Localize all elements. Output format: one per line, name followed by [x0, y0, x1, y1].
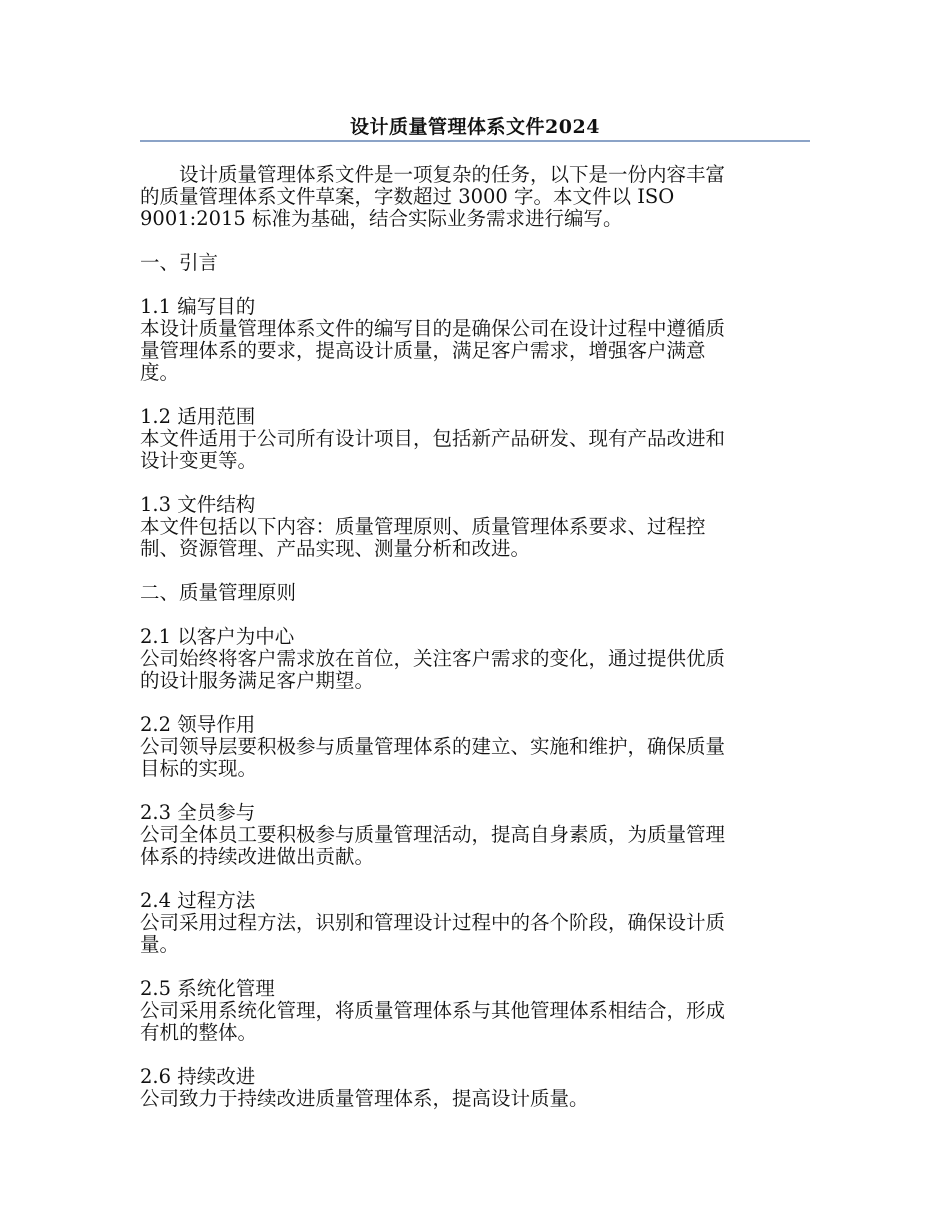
- document-page: [140, 0, 810, 1110]
- subsection-heading: 2.6 持续改进: [140, 1065, 256, 1088]
- subsection-heading: 1.3 文件结构: [140, 493, 256, 516]
- body-line: 公司采用过程方法，识别和管理设计过程中的各个阶段，确保设计质: [140, 911, 726, 934]
- body-line: 体系的持续改进做出贡献。: [140, 845, 375, 868]
- subsection: [140, 406, 810, 472]
- body-line: 设计变更等。: [140, 449, 258, 472]
- subsection: [140, 978, 810, 1044]
- subsection-heading: 2.3 全员参与: [140, 801, 256, 824]
- subsection: [140, 1066, 810, 1110]
- body-line: 公司致力于持续改进质量管理体系，提高设计质量。: [140, 1087, 589, 1110]
- body-line: 的设计服务满足客户期望。: [140, 669, 375, 692]
- subsection: [140, 890, 810, 956]
- intro-line: 设计质量管理体系文件是一项复杂的任务，以下是一份内容丰富: [179, 163, 726, 186]
- subsection: [140, 626, 810, 692]
- subsection-heading: 2.2 领导作用: [140, 713, 256, 736]
- section-heading: 二、质量管理原则: [140, 581, 297, 604]
- subsection-heading: 2.1 以客户为中心: [140, 625, 295, 648]
- body-line: 量。: [140, 933, 180, 956]
- subsection: [140, 802, 810, 868]
- document-title: 设计质量管理体系文件2024: [350, 116, 600, 138]
- subsection-heading: 1.2 适用范围: [140, 405, 256, 428]
- body-line: 公司领导层要积极参与质量管理体系的建立、实施和维护，确保质量: [140, 735, 726, 758]
- intro-paragraph: [140, 164, 810, 230]
- subsection: [140, 296, 810, 384]
- body-line: 公司始终将客户需求放在首位，关注客户需求的变化，通过提供优质: [140, 647, 726, 670]
- intro-line: 的质量管理体系文件草案，字数超过 3000 字。本文件以 ISO: [140, 185, 675, 208]
- body-line: 公司全体员工要积极参与质量管理活动，提高自身素质，为质量管理: [140, 823, 726, 846]
- body-line: 本文件适用于公司所有设计项目，包括新产品研发、现有产品改进和: [140, 427, 726, 450]
- section-heading: 一、引言: [140, 251, 219, 274]
- body-line: 公司采用系统化管理，将质量管理体系与其他管理体系相结合，形成: [140, 999, 726, 1022]
- body-line: 有机的整体。: [140, 1021, 258, 1044]
- body-line: 制、资源管理、产品实现、测量分析和改进。: [140, 537, 531, 560]
- body-line: 度。: [140, 361, 180, 384]
- subsection: [140, 714, 810, 780]
- intro-line: 9001:2015 标准为基础，结合实际业务需求进行编写。: [140, 207, 623, 230]
- subsection-heading: 2.5 系统化管理: [140, 977, 275, 1000]
- body-line: 量管理体系的要求，提高设计质量，满足客户需求，增强客户满意: [140, 339, 706, 362]
- subsection-heading: 1.1 编写目的: [140, 295, 256, 318]
- body-line: 本设计质量管理体系文件的编写目的是确保公司在设计过程中遵循质: [140, 317, 726, 340]
- document-body: [140, 164, 810, 1110]
- body-line: 本文件包括以下内容：质量管理原则、质量管理体系要求、过程控: [140, 515, 706, 538]
- subsection: [140, 494, 810, 560]
- title-underline: [140, 140, 810, 142]
- body-line: 目标的实现。: [140, 757, 258, 780]
- subsection-heading: 2.4 过程方法: [140, 889, 256, 912]
